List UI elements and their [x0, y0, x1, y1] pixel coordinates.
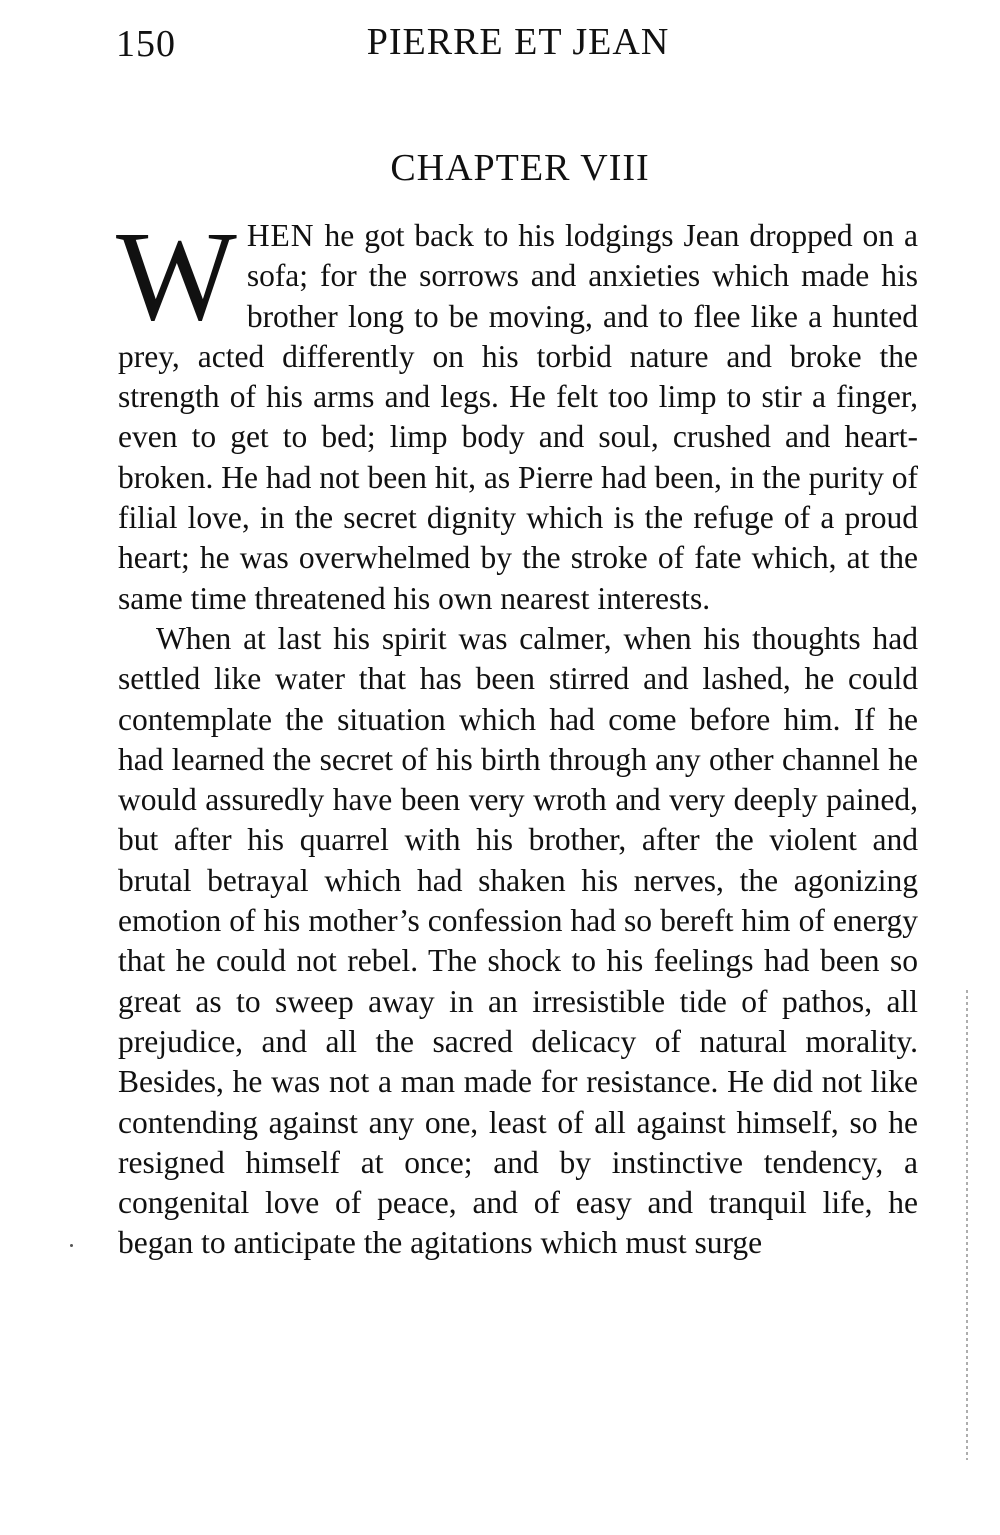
chapter-body	[116, 205, 918, 1264]
running-head-title: PIERRE ET JEAN	[366, 21, 670, 63]
scan-speck	[70, 1244, 73, 1247]
paragraph-2: When at last his spirit was calmer, when his thoughts had settled like water that has been stirred and lashed, he could contemplate the situation which had come before him. If he had learned the secret of his birth through any other channel he would assuredly have been very wroth and very deeply pained, but after his quarrel with his brother, after the violent and brutal betrayal which had shaken his nerves, the agonizing emotion of his mother’s confession had so bereft him of energy that he could not rebel. The shock to his feelings had been so great as to sweep away in an irresistible tide of pathos, all prejudice, and all the sacred delicacy of natural morality. Besides, he was not a man made for resistance. He did not like contending against any one, least of all against himself, so he resigned himself at once; and by instinctive tendency, a congenital love of peace, and of easy and tranquil life, he began to anticipate the agitations which must surge	[118, 620, 918, 1261]
first-word-small-caps: HEN	[246, 218, 315, 253]
paragraph-1	[116, 205, 918, 619]
drop-cap-letter: W	[116, 205, 237, 347]
page-number: 150	[116, 23, 176, 65]
scan-edge-mark	[966, 990, 968, 1460]
paragraph-1-text: he got back to his lodgings Jean dropped on a sofa; for the sorrows and anxieties which made his brother long to be moving, and to flee like a hunted prey, acted differently on his torbid nature and broke the strength of his arms and legs. He felt too limp to stir a finger, even to get to bed; limp body and soul, crushed and heart-broken. He had not been hit, as Pierre had been, in the purity of filial love, in the secret dignity which is the refuge of a proud heart; he was overwhelmed by the stroke of fate which, at the same time threatened his own nearest interests.	[118, 218, 918, 616]
chapter-title: CHAPTER VIII	[390, 147, 650, 189]
